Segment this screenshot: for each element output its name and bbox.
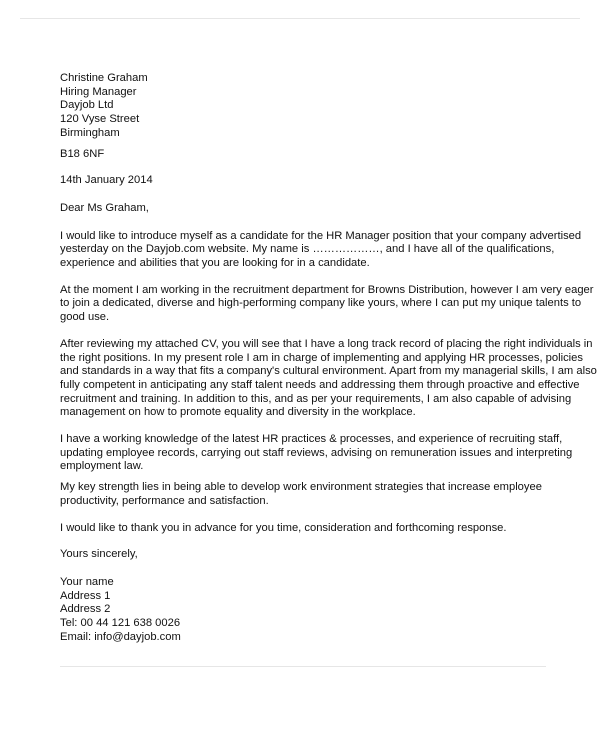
paragraph-current-role — [60, 283, 594, 325]
cover-letter — [60, 72, 597, 645]
paragraph-line: At the moment I am working in the recruitment department for Browns Distribution, however I am very eager — [60, 283, 594, 296]
recipient-block — [60, 72, 550, 161]
paragraph-line: My key strength lies in being able to develop work environment strategies that increase employee — [60, 481, 542, 494]
paragraph-line: the right positions. In my present role I am in charge of implementing and applying HR processes, policies — [60, 351, 583, 364]
paragraph-introduction — [60, 229, 582, 271]
recipient-city: Birmingham — [60, 126, 120, 139]
paragraph-line: fully competent in anticipating any staff talent needs and addressing them through proactive and effective — [60, 378, 580, 391]
recipient-company: Dayjob Ltd — [60, 99, 114, 112]
paragraph-line: experience and abilities that you are looking for in a candidate. — [60, 257, 370, 270]
signature-email: Email: info@dayjob.com — [60, 630, 181, 643]
paragraph-line: good use. — [60, 311, 110, 324]
paragraph-line: yesterday on the Dayjob.com website. My name is ………………, and I have all of the qualifications, — [60, 243, 555, 256]
paragraph-line: employment law. — [60, 460, 144, 473]
paragraph-line: recruitment and training. In addition to this, and as per your requirements, I am also capable of advising — [60, 392, 572, 405]
paragraph-line: to join a dedicated, diverse and high-performing company like yours, where I can put my unique talents to — [60, 297, 582, 310]
recipient-postcode: B18 6NF — [60, 147, 105, 160]
paragraph-line: updating employee records, carrying out staff reviews, advising on remuneration issues and interpreting — [60, 446, 573, 459]
recipient-street: 120 Vyse Street — [60, 113, 140, 126]
paragraph-line: I have a working knowledge of the latest HR practices & processes, and experience of recruiting staff, — [60, 433, 563, 446]
paragraph-line: After reviewing my attached CV, you will see that I have a long track record of placing the right individuals in — [60, 337, 593, 350]
paragraph-line: management on how to promote equality and diversity in the workplace. — [60, 406, 416, 419]
signature-address-2: Address 2 — [60, 603, 111, 616]
paragraph-key-strength — [60, 481, 550, 508]
paragraph-knowledge — [60, 433, 573, 474]
letter-date: 14th January 2014 — [60, 174, 153, 187]
recipient-title: Hiring Manager — [60, 85, 137, 98]
signature-address-1: Address 1 — [60, 589, 111, 602]
signature-tel: Tel: 00 44 121 638 0026 — [60, 617, 181, 630]
signature-name: Your name — [60, 575, 114, 588]
paragraph-experience — [60, 337, 597, 420]
closing: Yours sincerely, — [60, 548, 138, 561]
salutation: Dear Ms Graham, — [60, 201, 149, 214]
bottom-divider — [60, 666, 546, 667]
top-divider — [20, 18, 580, 19]
paragraph-line: and standards in a way that fits a company's cultural environment. Apart from my managerial skills, I am also — [60, 365, 597, 378]
signature-block — [60, 576, 550, 645]
paragraph-line: I would like to thank you in advance for you time, consideration and forthcoming response. — [60, 521, 507, 534]
recipient-name: Christine Graham — [60, 72, 148, 84]
paragraph-thanks — [60, 522, 550, 536]
paragraph-line: productivity, performance and satisfaction. — [60, 494, 269, 507]
paragraph-line: I would like to introduce myself as a candidate for the HR Manager position that your company advertised — [60, 229, 582, 242]
